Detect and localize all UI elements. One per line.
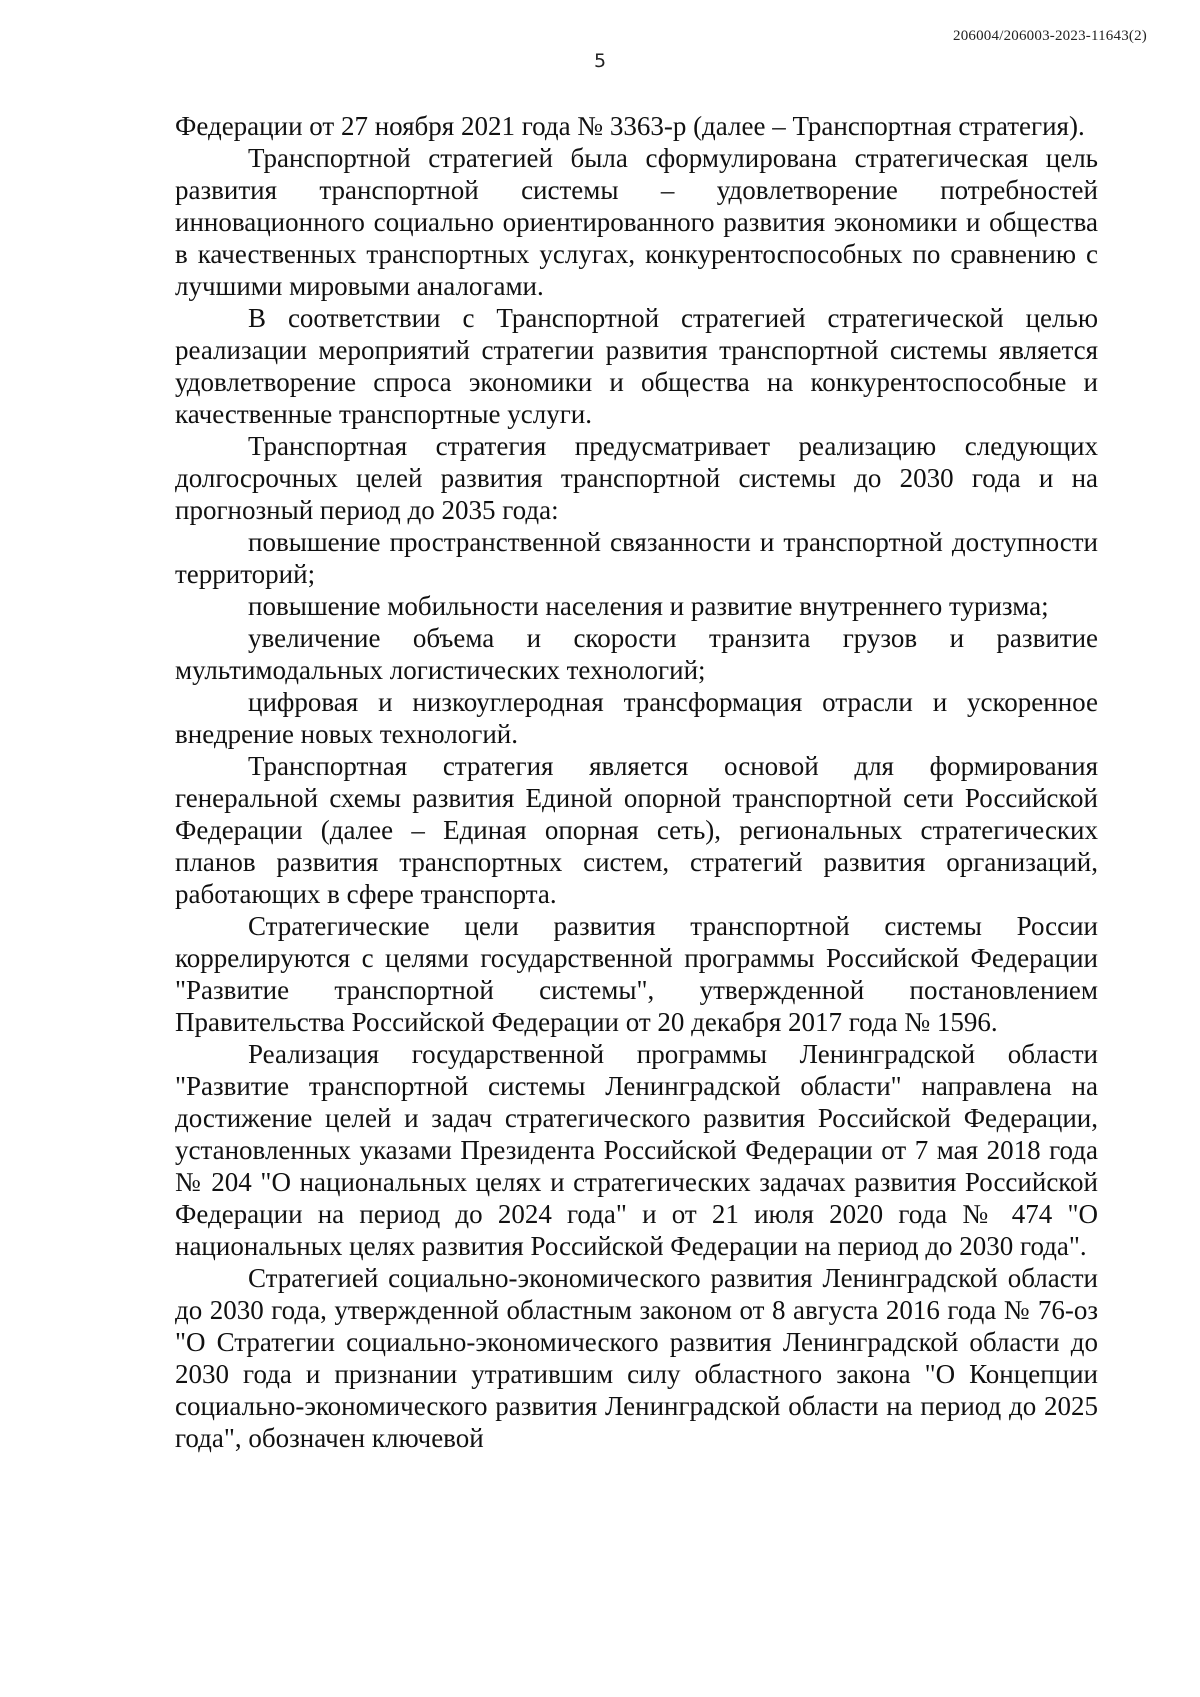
list-item-goal: цифровая и низкоуглеродная трансформация отрасли и ускоренное внедрение новых технологий.: [175, 687, 1098, 749]
paragraph: В соответствии с Транспортной стратегией стратегической целью реализации мероприятий стратегии развития транспортной системы является удовлетворение спроса экономики и общества на конкурентоспособные и качественные транспортные услуги.: [175, 303, 1098, 429]
paragraph: Транспортная стратегия является основой для формирования генеральной схемы развития Единой опорной транспортной сети Российской Федерации (далее – Единая опорная сеть), региональных стратегических планов развития транспортных систем, стратегий развития организаций, работающих в сфере транспорта.: [175, 751, 1098, 909]
paragraph: Стратегические цели развития транспортной системы России коррелируются с целями государственной программы Российской Федерации "Развитие транспортной системы", утвержденной постановлением Правительства Российской Федерации от 20 декабря 2017 года № 1596.: [175, 911, 1098, 1037]
paragraph: Стратегией социально-экономического развития Ленинградской области до 2030 года, утвержденной областным законом от 8 августа 2016 года № 76-оз "О Стратегии социально-экономического развития Ленинградской области до 2030 года и признании утратившим силу областного закона "О Концепции социально-экономического развития Ленинградской области на период до 2025 года", обозначен ключевой: [175, 1263, 1098, 1453]
document-id: 206004/206003-2023-11643(2): [953, 28, 1147, 44]
paragraph: Транспортной стратегией была сформулирована стратегическая цель развития транспортной системы – удовлетворение потребностей инновационного социально ориентированного развития экономики и общества в качественных транспортных услугах, конкурентоспособных по сравнению с лучшими мировыми аналогами.: [175, 143, 1098, 301]
list-item-goal: повышение мобильности населения и развитие внутреннего туризма;: [248, 591, 1049, 621]
page-number: 5: [593, 50, 607, 72]
paragraph-continuation: Федерации от 27 ноября 2021 года № 3363-р (далее – Транспортная стратегия).: [175, 111, 1085, 141]
document-body: [175, 110, 1098, 1454]
paragraph: Транспортная стратегия предусматривает реализацию следующих долгосрочных целей развития транспортной системы до 2030 года и на прогнозный период до 2035 года:: [175, 431, 1098, 525]
list-item-goal: увеличение объема и скорости транзита грузов и развитие мультимодальных логистических технологий;: [175, 623, 1098, 685]
paragraph: Реализация государственной программы Ленинградской области "Развитие транспортной системы Ленинградской области" направлена на достижение целей и задач стратегического развития Российской Федерации, установленных указами Президента Российской Федерации от 7 мая 2018 года № 204 "О национальных целях и стратегических задачах развития Российской Федерации на период до 2024 года" и от 21 июля 2020 года № 474 "О национальных целях развития Российской Федерации на период до 2030 года".: [175, 1039, 1098, 1261]
list-item-goal: повышение пространственной связанности и транспортной доступности территорий;: [175, 527, 1098, 589]
